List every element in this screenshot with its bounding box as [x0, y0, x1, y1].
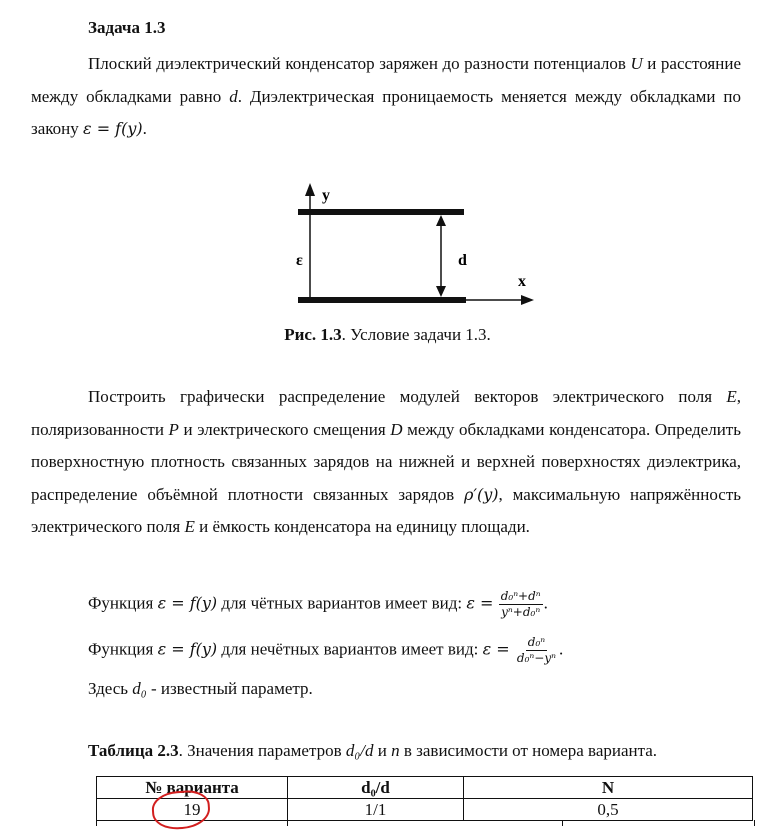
problem-title: Задача 1.3 [88, 18, 166, 37]
var-d: d [229, 86, 238, 106]
label-epsilon: ε [296, 252, 303, 269]
cell-variant: 19 [97, 799, 288, 821]
even-function-line: Функция ε = f(y) для чётных вариантов имеет вид: ε = $\frac{\text{d₀ⁿ+dⁿ}}{\text{yⁿ+d₀ⁿ}}$ . [88, 589, 548, 619]
odd-fraction: $\frac{\text{d₀ⁿ}}{\text{d₀ⁿ−yⁿ}}$ [516, 635, 556, 665]
y-axis-arrow-icon [305, 183, 315, 196]
d-arrow-down-icon [436, 286, 446, 297]
even-fraction: $\frac{\text{d₀ⁿ+dⁿ}}{\text{yⁿ+d₀ⁿ}}$ [500, 589, 541, 619]
header-d0-d: d₀/d [288, 777, 464, 799]
var-D: D [390, 419, 403, 439]
law-formula: ε = f(y) [83, 119, 143, 138]
var-U: U [630, 54, 643, 73]
bottom-plate [298, 297, 466, 303]
table-row-cut-off [96, 820, 755, 826]
capacitor-figure-svg [270, 170, 560, 330]
table-caption: Таблица 2.3. Значения параметров d₀/d и n в зависимости от номера варианта. [88, 741, 658, 760]
table-header-row [97, 777, 753, 799]
label-d: d [458, 252, 467, 269]
intro-paragraph: Плоский диэлектрический конденсатор заряжен до разности потенциалов U и расстояние между обкладками равно d. Диэлектрическая проницаемость меняется между обкладками по закону ε = f(y). [31, 54, 741, 138]
d-arrow-up-icon [436, 215, 446, 226]
odd-function-line: Функция ε = f(y) для нечётных вариантов имеет вид: ε = $\frac{\text{d₀ⁿ}}{\text{d₀ⁿ−yⁿ}}$ . [88, 635, 564, 665]
cell-n: 0,5 [464, 799, 753, 821]
label-x: x [518, 273, 526, 290]
x-axis-arrow-icon [521, 295, 534, 305]
cell-d0-d: 1/1 [288, 799, 464, 821]
table-row [97, 799, 753, 821]
task-paragraph: Построить графически распределение модулей векторов электрического поля E, поляризованности P и электрического смещения D между обкладками конденсатора. Определить поверхностную плотность связанных зарядов на нижней и верхней поверхностях диэлектрика, распределение объёмной плотности связанных зарядов ρ′(y), максимальную напряжённость электрического поля E и ёмкость конденсатора на единицу площади. [31, 387, 742, 536]
parameter-note: Здесь d₀ - известный параметр. [88, 679, 313, 698]
header-variant: № варианта [97, 777, 288, 799]
header-n: N [464, 777, 753, 799]
var-E: E [726, 387, 737, 406]
top-plate [298, 209, 464, 215]
var-E-max: E [184, 517, 195, 536]
rho-formula: ρ′(y) [463, 484, 499, 504]
parameters-table [96, 776, 753, 821]
label-y: y [322, 187, 330, 204]
figure-caption: Рис. 1.3. Условие задачи 1.3. [284, 325, 491, 344]
var-d0: d₀ [132, 679, 147, 698]
var-P: P [168, 419, 179, 439]
capacitor-diagram [270, 170, 560, 330]
